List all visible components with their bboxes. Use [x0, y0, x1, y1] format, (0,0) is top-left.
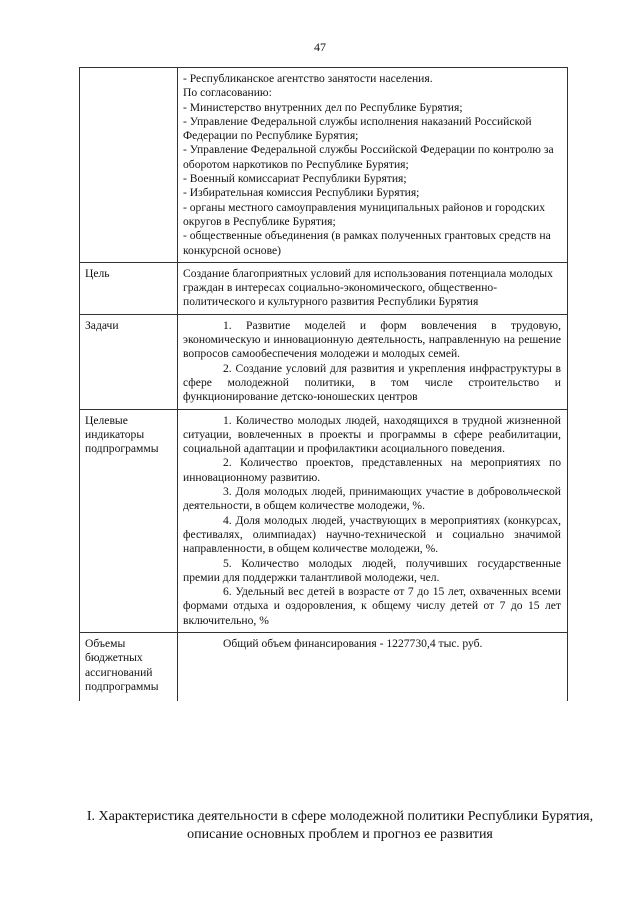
executor-item: - Управление Федеральной службы исполнения наказаний Российской Федерации по Республике Бурятия; — [183, 114, 532, 143]
indicator-item: 6. Удельный вес детей в возрасте от 7 до 15 лет, охваченных всеми формами отдыха и оздоровления, к общему числу детей от 7 до 15 лет включительно, % — [183, 585, 561, 627]
executors-row — [80, 68, 568, 263]
indicators-row — [80, 409, 568, 632]
goal-label: Цель — [80, 262, 178, 314]
task-item: 2. Создание условий для развития и укрепления инфраструктуры в сфере молодежной политики, в том числе строительство и функционирование детско-юношеских центров — [183, 361, 561, 404]
executor-item: - Управление Федеральной службы Российской Федерации по контролю за оборотом наркотиков по Республике Бурятия; — [183, 143, 554, 171]
budget-label: Объемы бюджетных ассигнований подпрограммы — [80, 632, 178, 701]
goal-text: Создание благоприятных условий для использования потенциала молодых граждан в интересах социально-экономического, общественно-политического и культурного развития Республики Бурятия — [178, 262, 568, 314]
indicator-item: 5. Количество молодых людей, получивших государственные премии для поддержки талантливой молодежи, чел. — [183, 556, 561, 584]
indicator-item: 1. Количество молодых людей, находящихся в трудной жизненной ситуации, вовлеченных в проекты и программы в сфере реабилитации, социальной адаптации и профилактики асоциального поведения. — [183, 413, 561, 456]
tasks-row — [80, 314, 568, 409]
executor-item: - Министерство внутренних дел по Республике Бурятия; — [183, 100, 463, 114]
budget-cell — [178, 632, 568, 701]
tasks-cell — [178, 314, 568, 409]
executor-item: - общественные объединения (в рамках полученных грантовых средств на конкурсной основе) — [183, 229, 551, 257]
executors-cell — [178, 68, 568, 263]
executor-item: - Республиканское агентство занятости населения. — [183, 72, 433, 85]
executor-item: По согласованию: — [183, 86, 272, 100]
indicator-item: 2. Количество проектов, представленных на мероприятиях по инновационному развитию. — [183, 456, 561, 484]
indicator-item: 4. Доля молодых людей, участвующих в мероприятиях (конкурсах, фестивалях, олимпиадах) научно-технической и социально значимой направленности, в общем количестве молодежи, %. — [183, 513, 561, 556]
subprogram-passport-table — [79, 67, 568, 701]
indicators-cell — [178, 409, 568, 632]
budget-text: Общий объем финансирования - 1227730,4 тыс. руб. — [223, 636, 483, 650]
section-heading: I. Характеристика деятельности в сфере молодежной политики Республики Бурятия, описание основных проблем и прогноз ее развития — [86, 809, 594, 842]
goal-row — [80, 262, 568, 314]
executor-item: - Избирательная комиссия Республики Бурятия; — [183, 186, 420, 200]
indicators-label: Целевые индикаторы подпрограммы — [80, 409, 178, 632]
executors-label-cell — [80, 68, 178, 263]
executor-item: - органы местного самоуправления муниципальных районов и городских округов в Республике Бурятия; — [183, 200, 546, 228]
indicator-item: 3. Доля молодых людей, принимающих участие в добровольческой деятельности, в общем количестве молодежи, %. — [183, 485, 561, 513]
executor-item: - Военный комиссариат Республики Бурятия; — [183, 172, 407, 186]
budget-row — [80, 632, 568, 701]
tasks-label: Задачи — [80, 314, 178, 409]
task-item: 1. Развитие моделей и форм вовлечения в трудовую, экономическую и инновационную деятельность, направленную на решение вопросов самообеспечения молодежи и молодых семей. — [183, 318, 561, 361]
page-number: 47 — [314, 40, 326, 54]
